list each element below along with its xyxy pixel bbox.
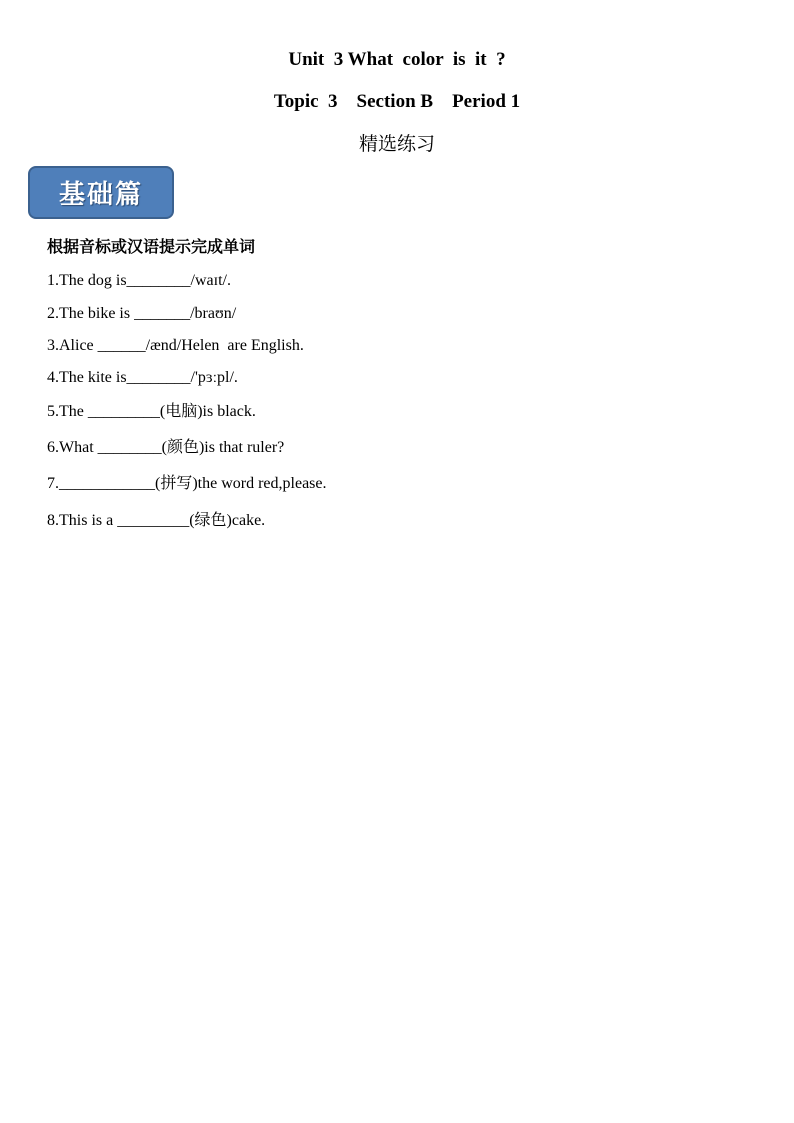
question-6: 6.What ________(颜色)is that ruler? [47, 439, 285, 456]
question-2: 2.The bike is _______/braʊn/ [47, 305, 237, 322]
section-badge [28, 166, 174, 219]
exercise-instruction: 根据音标或汉语提示完成单词 [47, 237, 256, 256]
question-4: 4.The kite is________/'pɜːpl/. [47, 369, 238, 386]
question-8: 8.This is a _________(绿色)cake. [47, 512, 266, 529]
topic-section-line: Topic 3 Section B Period 1 [273, 91, 521, 112]
unit-title: Unit 3 What color is it ? [288, 49, 506, 70]
section-badge-label: 基础篇 [58, 180, 143, 210]
question-5: 5.The _________(电脑)is black. [47, 403, 256, 420]
subtitle: 精选练习 [358, 133, 435, 155]
question-7: 7.____________(拼写)the word red,please. [47, 475, 327, 492]
question-3: 3.Alice ______/ænd/Helen are English. [47, 337, 304, 354]
question-1: 1.The dog is________/waɪt/. [47, 272, 231, 289]
